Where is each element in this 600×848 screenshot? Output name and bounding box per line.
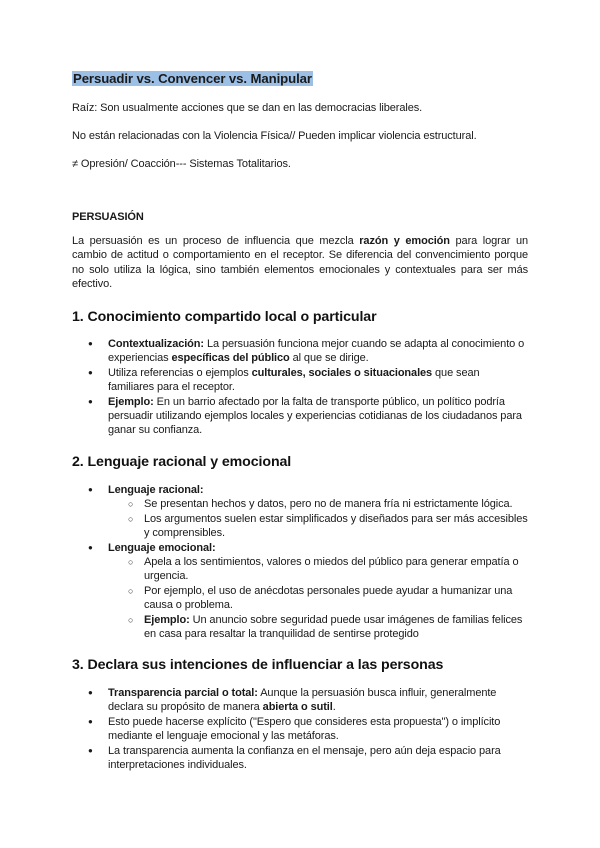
no-relacionadas-line: No están relacionadas con la Violencia Física// Pueden implicar violencia estructural. [72, 130, 477, 142]
section-3-list [108, 686, 528, 772]
item-label: Transparencia parcial o total: [108, 687, 258, 699]
persuasion-paragraph [72, 234, 528, 292]
item-label: Lenguaje racional: [108, 484, 204, 496]
item-bold: abierta o sutil [262, 701, 333, 714]
list-item [108, 395, 528, 438]
list-item [108, 483, 528, 541]
item-text: . [332, 701, 336, 714]
sublist-item: ○ Se presentan hechos y datos, pero no de manera fría ni estrictamente lógica. [144, 497, 528, 511]
opresion-line: ≠ Opresión/ Coacción--- Sistemas Totalitarios. [72, 158, 291, 170]
document-title [72, 70, 313, 88]
list-item [108, 337, 528, 366]
section-1-heading: 1. Conocimiento compartido local o particular [72, 309, 377, 325]
list-item [108, 541, 528, 642]
item-text: que sean familiares para el receptor. [108, 366, 480, 394]
sublist-item: ○ Apela a los sentimientos, valores o miedos del público para generar empatía o urgencia. [144, 555, 528, 584]
item-text: Utiliza referencias o ejemplos [108, 366, 252, 379]
item-bold: específicas del público [171, 352, 290, 365]
item-text: La persuasión funciona mejor cuando se adapta al conocimiento o experiencias [108, 338, 525, 365]
item-text: al que se dirige. [289, 352, 369, 365]
title-highlight: Persuadir vs. Convencer vs. Manipular [73, 71, 312, 86]
item-label: Ejemplo: [108, 395, 154, 408]
paragraph-bold: razón y emoción [359, 235, 450, 247]
sublist-item: ○ Los argumentos suelen estar simplificados y diseñados para ser más accesibles y comprensibles. [144, 512, 528, 541]
item-text: Aunque la persuasión busca influir, generalmente declara su propósito de manera [108, 687, 497, 714]
section-2-list [108, 483, 528, 641]
sublist-item [144, 613, 528, 642]
item-label: Lenguaje emocional: [108, 541, 216, 554]
list-item [108, 366, 528, 395]
item-label: Ejemplo: [144, 613, 190, 626]
list-item: ● Esto puede hacerse explícito ("Espero que consideres esta propuesta") o implícito mediante el lenguaje emocional y las metáforas. [108, 715, 528, 744]
section-3-heading: 3. Declara sus intenciones de influenciar a las personas [72, 657, 444, 673]
item-bold: culturales, sociales o situacionales [251, 366, 433, 379]
section-2-heading: 2. Lenguaje racional y emocional [72, 454, 292, 470]
sublist [144, 497, 528, 540]
item-label: Contextualización: [108, 338, 204, 350]
sublist [144, 555, 528, 641]
paragraph-text: La persuasión es un proceso de influencia que mezcla [72, 235, 360, 247]
item-text: Un anuncio sobre seguridad puede usar imágenes de familias felices en casa para resaltar la tranquilidad de sentirse protegido [144, 613, 523, 641]
persuasion-heading: PERSUASIÓN [72, 211, 144, 223]
paragraph-text: para lograr un cambio de actitud o comportamiento en el receptor. Se diferencia del convencimiento porque no solo utiliza la lógica, sino también elementos emocionales y contextuales para ser más efectivo. [72, 235, 528, 291]
section-1-list [108, 337, 528, 438]
sublist-item: ○ Por ejemplo, el uso de anécdotas personales puede ayudar a humanizar una causa o problema. [144, 584, 528, 613]
raiz-line: Raíz: Son usualmente acciones que se dan en las democracias liberales. [72, 102, 423, 114]
item-text: En un barrio afectado por la falta de transporte público, un político podría persuadir utilizando ejemplos locales y experiencias cotidianas de los ciudadanos para ganar su confianza. [108, 395, 522, 437]
list-item [108, 686, 528, 715]
list-item: ● La transparencia aumenta la confianza en el mensaje, pero aún deja espacio para interpretaciones individuales. [108, 744, 528, 773]
